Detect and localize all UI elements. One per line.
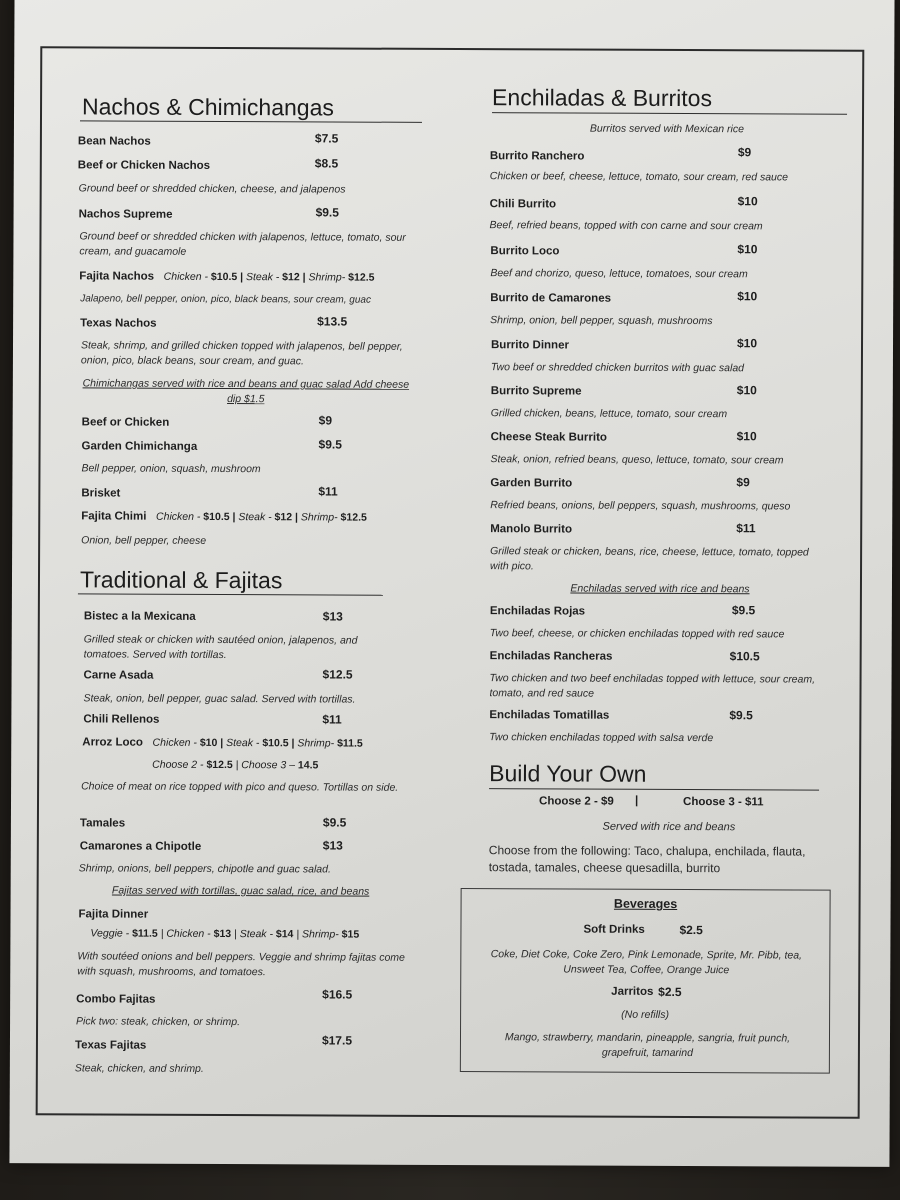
chimichanga-note: Chimichangas served with rice and beans and guac salad Add cheese dip $1.5 (82, 377, 410, 406)
menu-paper (9, 0, 894, 1167)
item-price: $9.5 (315, 205, 339, 220)
beverage-name: Soft Drinks (583, 923, 645, 936)
item-name: Bistec a la Mexicana (83, 610, 196, 623)
build-separator: | (635, 794, 639, 807)
item-price: $10 (736, 383, 757, 398)
section-rule (492, 112, 847, 115)
option-list: Veggie - $11.5 | Chicken - $13 | Steak - $14 | Shrimp- $15 (90, 927, 360, 941)
item-description: Shrimp, onions, bell peppers, chipotle and guac salad. (78, 862, 331, 876)
item-price: $13 (322, 609, 343, 624)
item-price: $17.5 (321, 1033, 353, 1048)
item-name: Bean Nachos (77, 135, 151, 148)
item-price: $10 (736, 429, 757, 444)
no-refills-note: (No refills) (621, 1008, 670, 1021)
item-price: $9.5 (322, 815, 347, 830)
item-name: Fajita Nachos (79, 270, 155, 283)
beverage-price: $2.5 (679, 922, 703, 938)
item-name: Camarones a Chipotle (79, 840, 202, 853)
item-description: Two chicken enchiladas topped with salsa verde (489, 731, 714, 745)
item-description: Grilled steak or chicken, beans, rice, cheese, lettuce, tomato, topped with pico. (490, 545, 809, 573)
item-description: Grilled chicken, beans, lettuce, tomato, sour cream (490, 407, 728, 421)
item-price: $10 (737, 194, 758, 209)
beverage-description: Coke, Diet Coke, Coke Zero, Pink Lemonade, Sprite, Mr. Pibb, tea, Unsweet Tea, Coffee, Orange Juice (490, 948, 803, 977)
item-description: Two beef or shredded chicken burritos with guac salad (490, 361, 745, 375)
item-name: Brisket (81, 487, 121, 500)
item-name: Arroz Loco (82, 736, 144, 749)
item-name: Burrito Supreme (490, 385, 582, 398)
section-rule (489, 788, 819, 790)
build-choose-3: Choose 3 - $11 (682, 796, 764, 809)
section-title-build: Build Your Own (489, 760, 647, 787)
item-description: Beef and chorizo, queso, lettuce, tomatoes, sour cream (490, 267, 748, 281)
item-price: $11 (318, 484, 338, 499)
item-name: Chili Burrito (489, 198, 557, 211)
item-price: $13 (322, 838, 343, 853)
item-name-with-options (81, 510, 367, 523)
fajita-note: Fajitas served with tortillas, guac salad, rice, and beans (111, 884, 370, 898)
item-name: Garden Chimichanga (81, 440, 198, 453)
item-name: Enchiladas Tomatillas (489, 709, 610, 722)
item-name: Manolo Burrito (490, 523, 573, 536)
section-title-enchiladas: Enchiladas & Burritos (492, 84, 713, 112)
item-name: Burrito de Camarones (490, 292, 612, 305)
item-name: Enchiladas Rojas (489, 605, 586, 618)
item-description: Steak, onion, refried beans, queso, lettuce, tomato, sour cream (490, 453, 784, 467)
beverage-price: $2.5 (658, 984, 682, 1000)
item-name: Fajita Dinner (78, 908, 149, 921)
item-name: Nachos Supreme (78, 208, 173, 221)
item-name: Tamales (79, 817, 126, 830)
item-description: Two chicken and two beef enchiladas topped with lettuce, sour cream, tomato, and red sauce (489, 672, 816, 700)
item-description: Shrimp, onion, bell pepper, squash, mushrooms (490, 314, 713, 328)
item-price: $12.5 (322, 667, 353, 682)
item-price: $9 (737, 145, 752, 160)
option-choose-line: Choose 2 - $12.5 | Choose 3 – 14.5 (152, 758, 319, 772)
item-description: Steak, chicken, and shrimp. (74, 1062, 204, 1075)
item-price: $7.5 (314, 131, 339, 146)
item-price: $13.5 (317, 314, 348, 329)
item-description: Pick two: steak, chicken, or shrimp. (76, 1015, 241, 1029)
option-list: Chicken - $10 | Steak - $10.5 | Shrimp- $11.5 (152, 736, 363, 750)
item-description: Grilled steak or chicken with sautéed onion, jalapenos, and tomatoes. Served with tortillas. (83, 633, 358, 662)
option-chicken: Chicken - $10.5 | Steak - $12 | Shrimp- $12.5 (163, 270, 375, 284)
item-name: Burrito Ranchero (489, 150, 585, 163)
item-name: Burrito Dinner (490, 339, 569, 352)
beverages-box (460, 888, 831, 1074)
burrito-note: Burritos served with Mexican rice (589, 122, 745, 136)
item-price: $9.5 (729, 708, 753, 723)
item-price: $11 (736, 521, 756, 536)
item-name: Beef or Chicken Nachos (77, 159, 211, 172)
item-price: $11 (322, 712, 342, 727)
item-price: $9 (736, 475, 750, 490)
item-description: Ground beef or shredded chicken, cheese, and jalapenos (78, 182, 346, 196)
item-description: Two beef, cheese, or chicken enchiladas topped with red sauce (489, 627, 785, 641)
item-name: Combo Fajitas (76, 993, 156, 1006)
left-column (70, 48, 410, 1075)
item-price: $16.5 (322, 987, 353, 1002)
item-name: Cheese Steak Burrito (490, 431, 607, 444)
item-name: Chili Rellenos (83, 713, 160, 726)
item-description: With soutéed onions and bell peppers. Veggie and shrimp fajitas come with squash, mushrooms, and tomatoes. (77, 950, 405, 979)
menu-frame (36, 46, 865, 1119)
beverage-name: Jarritos (611, 985, 654, 998)
item-name: Carne Asada (83, 669, 154, 682)
enchilada-note: Enchiladas served with rice and beans (570, 582, 750, 596)
item-price: $9 (318, 413, 333, 428)
section-rule (78, 593, 383, 595)
beverage-description: Mango, strawberry, mandarin, pineapple, sangria, fruit punch, grapefruit, tamarind (504, 1031, 791, 1060)
right-column (482, 50, 852, 876)
item-description: Choice of meat on rice topped with pico and queso. Tortillas on side. (81, 780, 399, 794)
section-title-traditional: Traditional & Fajitas (79, 566, 283, 594)
item-price: $10.5 (729, 649, 760, 664)
item-description: Beef, refried beans, topped with con carne and sour cream (489, 219, 763, 233)
item-description: Jalapeno, bell pepper, onion, pico, black beans, sour cream, guac (80, 293, 371, 306)
item-price: $9.5 (318, 437, 342, 452)
item-description: Ground beef or shredded chicken with jalapenos, lettuce, tomato, sour cream, and guacamole (79, 230, 406, 258)
item-price: $10 (737, 242, 758, 257)
item-name: Fajita Chimi (81, 510, 147, 523)
item-name-with-options (82, 736, 363, 749)
item-price: $9.5 (731, 603, 756, 618)
item-description: Onion, bell pepper, cheese (81, 534, 207, 547)
item-name: Garden Burrito (490, 477, 573, 490)
item-description: Chicken or beef, cheese, lettuce, tomato, sour cream, red sauce (489, 170, 789, 184)
beverages-title: Beverages (613, 896, 678, 911)
item-price: $8.5 (314, 156, 339, 171)
item-description: Steak, onion, bell pepper, guac salad. Served with tortillas. (83, 692, 356, 706)
item-description: Bell pepper, onion, squash, mushroom (81, 462, 261, 476)
section-rule (80, 120, 422, 122)
option-list: Chicken - $10.5 | Steak - $12 | Shrimp- $12.5 (156, 510, 367, 524)
item-name: Enchiladas Rancheras (489, 650, 613, 663)
section-title-nachos: Nachos & Chimichangas (81, 93, 334, 121)
build-choose-2: Choose 2 - $9 (538, 795, 614, 808)
build-description: Choose from the following: Taco, chalupa, enchilada, flauta, tostada, tamales, cheese quesadilla, burrito (488, 843, 806, 876)
item-name: Beef or Chicken (81, 416, 170, 429)
item-price: $10 (736, 336, 758, 351)
item-price: $10 (737, 289, 758, 304)
item-name-with-options (79, 270, 374, 283)
item-description: Refried beans, onions, bell peppers, squash, mushrooms, queso (490, 499, 791, 513)
item-description: Steak, shrimp, and grilled chicken topped with jalapenos, bell pepper, onion, pico, black beans, sour cream, and guac. (80, 339, 403, 368)
item-name: Burrito Loco (490, 245, 560, 258)
build-note: Served with rice and beans (602, 820, 736, 834)
item-name: Texas Nachos (80, 317, 157, 330)
item-name: Texas Fajitas (74, 1039, 147, 1052)
